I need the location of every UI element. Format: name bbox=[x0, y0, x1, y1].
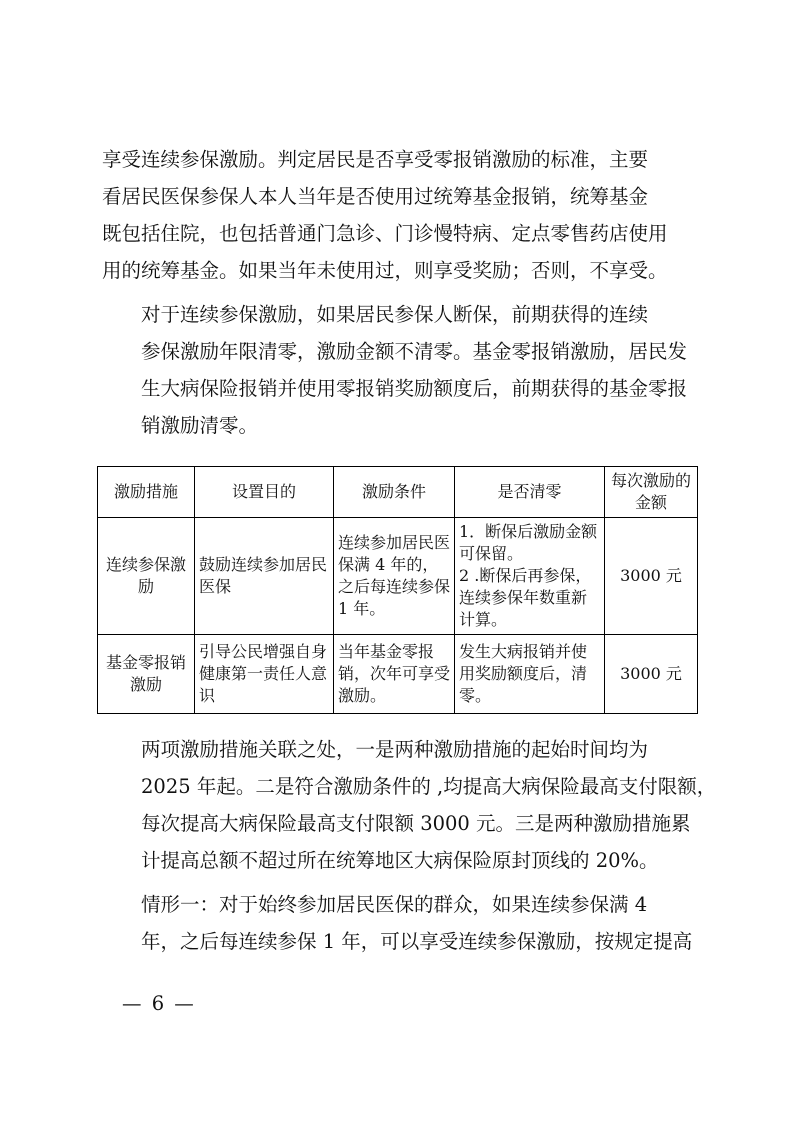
header-purpose: 设置目的 bbox=[195, 467, 334, 518]
paragraph-line: 生大病保险报销并使用零报销奖励额度后，前期获得的基金零报 bbox=[141, 377, 688, 400]
paragraph-line: 两项激励措施关联之处，一是两种激励措施的起始时间均为 bbox=[141, 738, 649, 761]
paragraph-line: 看居民医保参保人本人当年是否使用过统筹基金报销，统筹基金 bbox=[102, 185, 649, 208]
cell-amount: 3000 元 bbox=[605, 518, 698, 635]
paragraph-line: 每次提高大病保险最高支付限额 3000 元。三是两种激励措施累 bbox=[141, 812, 691, 835]
paragraph-line: 对于连续参保激励，如果居民参保人断保，前期获得的连续 bbox=[141, 303, 649, 326]
cell-purpose: 鼓励连续参加居民医保 bbox=[195, 518, 334, 635]
cell-clear bbox=[455, 518, 605, 635]
paragraph-1 bbox=[102, 141, 694, 289]
cell-clear bbox=[455, 635, 605, 714]
clear-line: 2 .断保后再参保，连续参保年数重新计算。 bbox=[459, 566, 592, 629]
paragraph-line: 用的统筹基金。如果当年未使用过，则享受奖励；否则，不享受。 bbox=[102, 259, 668, 282]
paragraph-line: 情形一：对于始终参加居民医保的群众，如果连续参保满 4 bbox=[141, 893, 648, 916]
cell-measure: 连续参保激励 bbox=[98, 518, 195, 635]
cell-purpose: 引导公民增强自身健康第一责任人意识 bbox=[195, 635, 334, 714]
paragraph-2 bbox=[102, 296, 694, 444]
table-header-row bbox=[98, 467, 698, 518]
cell-measure: 基金零报销激励 bbox=[98, 635, 195, 714]
paragraph-line: 享受连续参保激励。判定居民是否享受零报销激励的标准，主要 bbox=[102, 148, 649, 171]
paragraph-3 bbox=[102, 731, 717, 879]
paragraph-line: 参保激励年限清零，激励金额不清零。基金零报销激励，居民发 bbox=[141, 340, 688, 363]
cell-condition: 当年基金零报销，次年可享受激励。 bbox=[334, 635, 455, 714]
header-condition: 激励条件 bbox=[334, 467, 455, 518]
clear-line: 发生大病报销并使用奖励额度后，清零。 bbox=[459, 642, 588, 705]
paragraph-line: 2025 年起。二是符合激励条件的 ,均提高大病保险最高支付限额， bbox=[141, 775, 717, 798]
header-measure: 激励措施 bbox=[98, 467, 195, 518]
header-amount: 每次激励的金额 bbox=[605, 467, 698, 518]
header-clear: 是否清零 bbox=[455, 467, 605, 518]
paragraph-line: 既包括住院，也包括普通门急诊、门诊慢特病、定点零售药店使用 bbox=[102, 222, 668, 245]
table-row bbox=[98, 518, 698, 635]
paragraph-line: 年，之后每连续参保 1 年，可以享受连续参保激励，按规定提高 bbox=[141, 930, 693, 953]
paragraph-line: 计提高总额不超过所在统筹地区大病保险原封顶线的 20%。 bbox=[141, 849, 659, 872]
incentive-table bbox=[97, 466, 698, 714]
cell-amount: 3000 元 bbox=[605, 635, 698, 714]
page-number: — 6 — bbox=[122, 992, 196, 1015]
paragraph-line: 销激励清零。 bbox=[141, 414, 259, 437]
clear-line: 1．断保后激励金额可保留。 bbox=[459, 522, 598, 563]
paragraph-4 bbox=[102, 886, 694, 960]
cell-condition: 连续参加居民医保满 4 年的，之后每连续参保 1 年。 bbox=[334, 518, 455, 635]
table-row bbox=[98, 635, 698, 714]
